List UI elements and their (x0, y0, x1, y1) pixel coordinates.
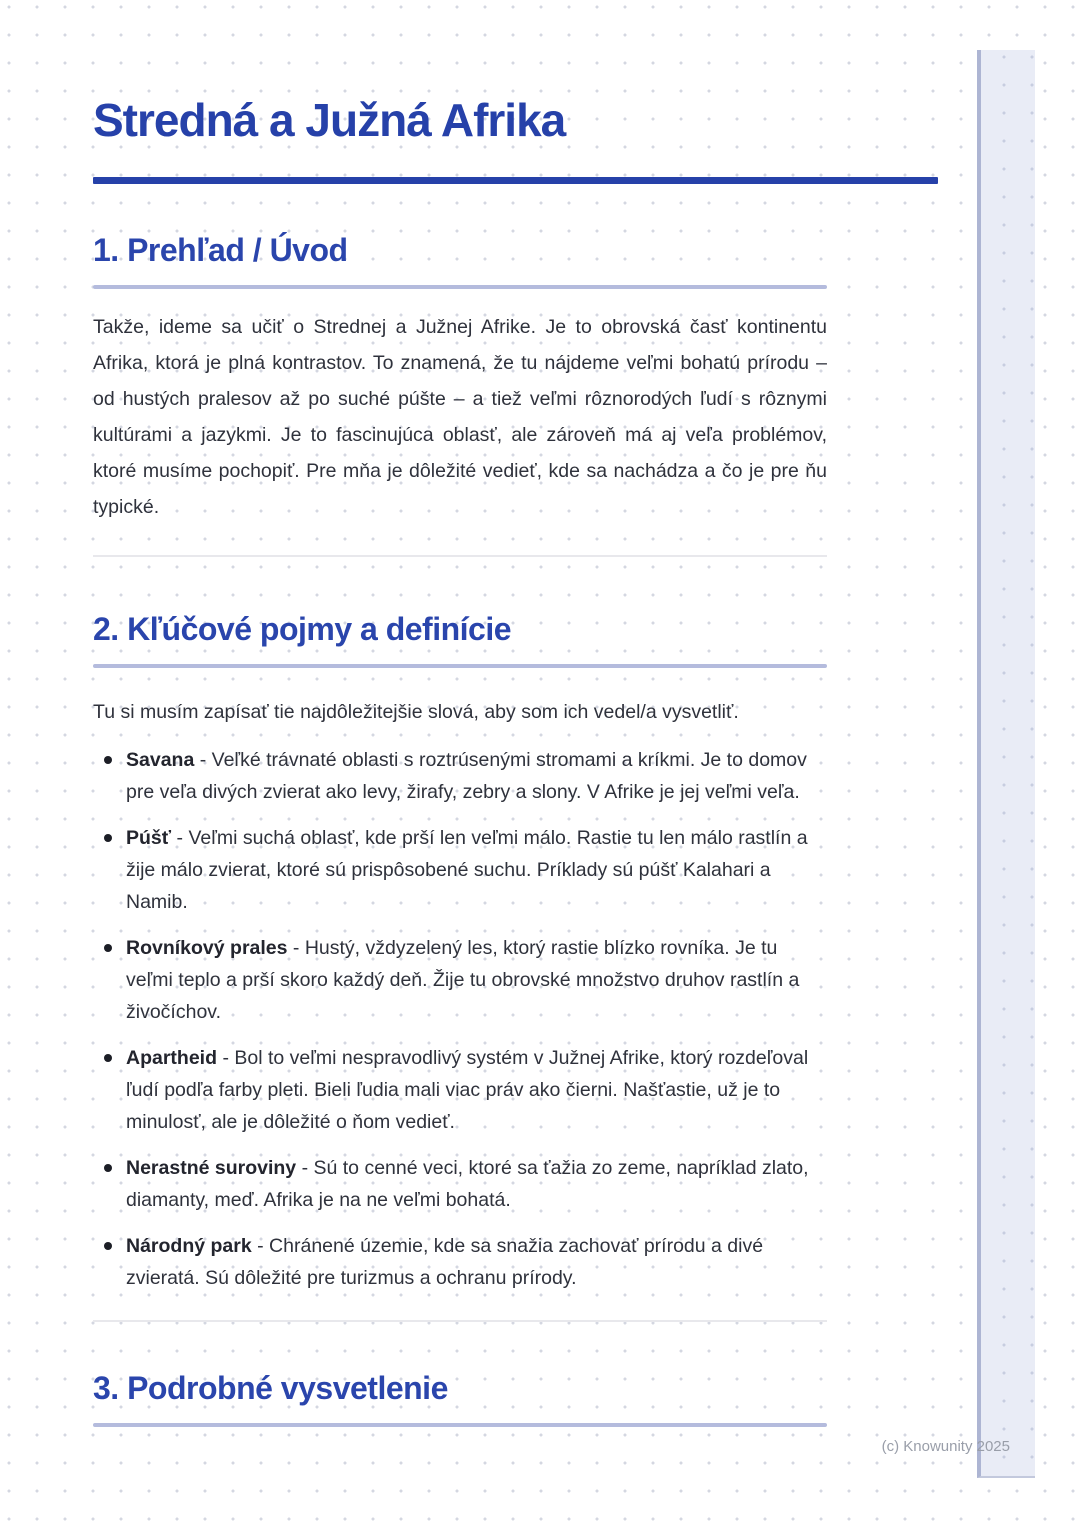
bullet-icon (104, 834, 112, 842)
bullet-icon (104, 944, 112, 952)
bullet-icon (104, 1164, 112, 1172)
bullet-icon (104, 756, 112, 764)
heading-underline (93, 285, 827, 289)
overview-paragraph: Takže, ideme sa učiť o Strednej a Južnej Afrike. Je to obrovská časť kontinentu Afrika, ktorá je plná kontrastov. To znamená, že tu nájdeme veľmi bohatú prírodu – od hustých pralesov až po suché púšte – a tiež veľmi rôznorodých ľudí s rôznymi kultúrami a jazykmi. Je to fascinujúca oblasť, ale zároveň má aj veľa problémov, ktoré musíme pochopiť. Pre mňa je dôležité vedieť, kde sa nachádza a čo je pre ňu typické. (93, 316, 827, 518)
term-separator: - (257, 1235, 264, 1257)
page-edge-stripe (977, 50, 1035, 1478)
term-definition: Bol to veľmi nespravodlivý systém v Južnej Afrike, ktorý rozdeľoval ľudí podľa farby pleti. Bieli ľudia mali viac práv ako čierni. Našťastie, už je to minulosť, ale je dôležité o ňom vedieť. (126, 1047, 809, 1133)
term-item-apartheid (93, 1042, 827, 1138)
key-terms-intro: Tu si musím zapísať tie najdôležitejšie slová, aby som ich vedel/a vysvetliť. (93, 701, 739, 723)
term-item-narodny-park (93, 1230, 827, 1294)
heading-underline (93, 1423, 827, 1427)
term-definition: Chránené územie, kde sa snažia zachovať prírodu a divé zvieratá. Sú dôležité pre turizmus a ochranu prírody. (126, 1235, 764, 1289)
term-definition: Sú to cenné veci, ktoré sa ťažia zo zeme, napríklad zlato, diamanty, meď. Afrika je na ne veľmi bohatá. (126, 1157, 809, 1211)
term-definition: Veľmi suchá oblasť, kde prší len veľmi málo. Rastie tu len málo rastlín a žije málo zvierat, ktoré sú prispôsobené suchu. Príklady sú púšť Kalahari a Namib. (126, 827, 808, 913)
term-separator: - (292, 937, 300, 959)
term-item-rovnikovy-prales (93, 932, 827, 1028)
key-terms-list (93, 744, 827, 1294)
term-name: Savana (126, 749, 195, 771)
term-item-nerastne-suroviny (93, 1152, 827, 1216)
page-title: Stredná a Južná Afrika (93, 94, 566, 146)
term-name: Rovníkový prales (126, 937, 288, 959)
term-separator: - (222, 1047, 229, 1069)
term-name: Apartheid (126, 1047, 218, 1069)
heading-underline (93, 664, 827, 668)
page-content (93, 0, 827, 1427)
term-name: Národný park (126, 1235, 252, 1257)
term-separator: - (301, 1157, 309, 1179)
term-definition: Hustý, vždyzelený les, ktorý rastie blízko rovníka. Je tu veľmi teplo a prší skoro každý deň. Žije tu obrovské množstvo druhov rastlín a živočíchov. (126, 937, 800, 1023)
term-item-savana (93, 744, 827, 808)
term-separator: - (176, 827, 184, 849)
section-heading-overview: 1. Prehľad / Úvod (93, 232, 348, 268)
title-rule (93, 177, 938, 184)
term-item-pust (93, 822, 827, 918)
watermark: (c) Knowunity 2025 (881, 1438, 1010, 1455)
section-heading-detail: 3. Podrobné vysvetlenie (93, 1370, 448, 1406)
bullet-icon (104, 1242, 112, 1250)
term-definition: Veľké trávnaté oblasti s roztrúsenými stromami a kríkmi. Je to domov pre veľa divých zvierat ako levy, žirafy, zebry a slony. V Afrike je jej veľmi veľa. (126, 749, 807, 803)
term-name: Nerastné suroviny (126, 1157, 297, 1179)
term-name: Púšť (126, 827, 172, 849)
section-divider (93, 555, 827, 557)
bullet-icon (104, 1054, 112, 1062)
section-heading-key-terms: 2. Kľúčové pojmy a definície (93, 611, 512, 647)
section-divider (93, 1320, 827, 1322)
term-separator: - (199, 749, 207, 771)
